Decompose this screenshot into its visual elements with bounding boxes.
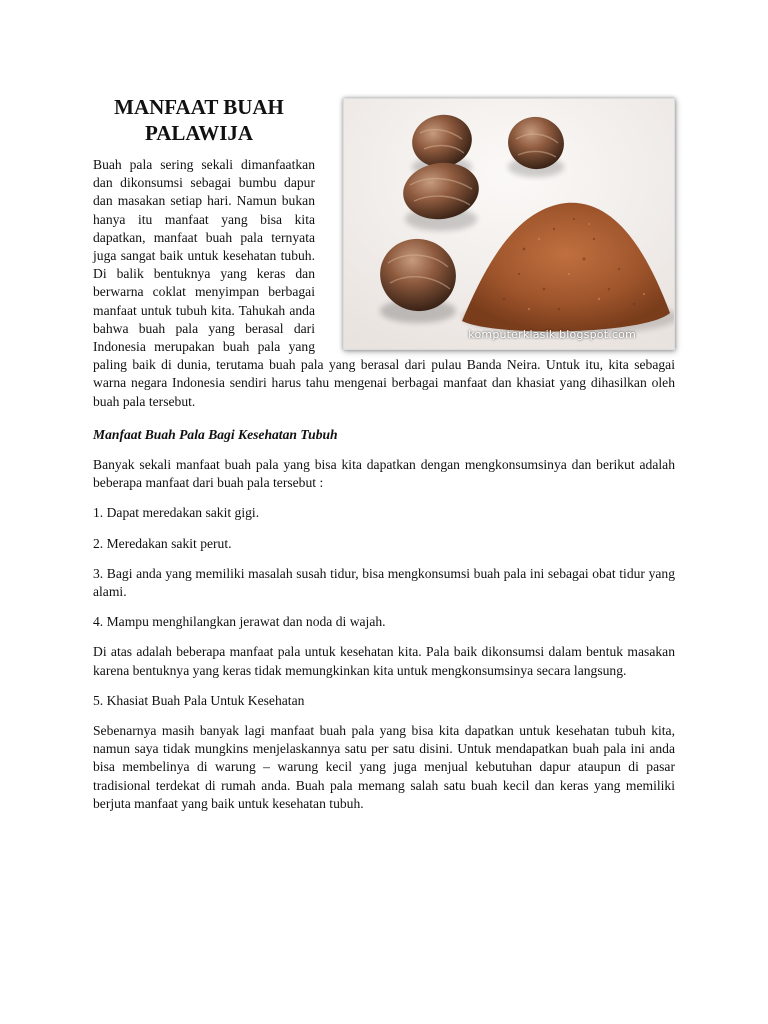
list-item: 3. Bagi anda yang memiliki masalah susah tidur, bisa mengkonsumsi buah pala ini sebagai obat tidur yang alami.: [93, 565, 675, 600]
nutmeg-photo: [343, 98, 675, 350]
lead-paragraph: Banyak sekali manfaat buah pala yang bisa kita dapatkan dengan mengkonsumsinya dan berikut adalah beberapa manfaat dari buah pala tersebut :: [93, 457, 675, 491]
list-item: 2. Meredakan sakit perut.: [93, 535, 232, 551]
page-title: MANFAAT BUAH PALAWIJA: [114, 95, 284, 145]
list-item: 1. Dapat meredakan sakit gigi.: [93, 505, 260, 521]
closing-paragraph: Sebenarnya masih banyak lagi manfaat buah pala yang bisa kita dapatkan untuk kesehatan tubuh kita, namun saya tidak mungkins menjelaskannya satu per satu disini. Untuk mendapatkan buah pala ini anda bisa membelinya di warung – warung kecil yang juga menjual kebutuhan dapur ataupun di pasar tradisional terdekat di rumah anda. Buah pala memang salah satu buah kecil dan keras yang memiliki berjuta manfaat yang baik untuk kesehatan tubuh.: [93, 723, 675, 811]
intro-paragraph: Buah pala sering sekali dimanfaatkan dan dikonsumsi sebagai bumbu dapur dan masakan setiap hari. Namun bukan hanya itu manfaat yang bisa kita dapatkan, manfaat buah pala ternyata juga sangat baik untuk kesehatan tubuh. Di balik bentuknya yang keras dan berwarna coklat menyimpan berbagai manfaat untuk tubuh kita. Tahukah anda bahwa buah pala yang berasal dari Indonesia merupakan buah pala yang paling baik di dunia, terutama buah pala yang berasal dari pulau Banda Neira. Untuk itu, kita sebagai warna negara Indonesia sendiri harus tahu mengenai berbagai manfaat dan khasiat yang dihasilkan oleh buah pala tersebut.: [93, 157, 675, 409]
summary-paragraph: Di atas adalah beberapa manfaat pala untuk kesehatan kita. Pala baik dikonsumsi dalam bentuk masakan karena bentuknya yang keras tidak memungkinkan kita untuk mengkonsumsinya secara langsung.: [93, 644, 675, 678]
list-item: 5. Khasiat Buah Pala Untuk Kesehatan: [93, 692, 305, 708]
photo-watermark: komputerklasik.blogspot.com: [468, 328, 636, 341]
list-item: 4. Mampu menghilangkan jerawat dan noda di wajah.: [93, 614, 386, 630]
section-heading: Manfaat Buah Pala Bagi Kesehatan Tubuh: [93, 426, 338, 442]
nutmeg-illustration: [344, 99, 674, 349]
document-page: [93, 94, 675, 813]
